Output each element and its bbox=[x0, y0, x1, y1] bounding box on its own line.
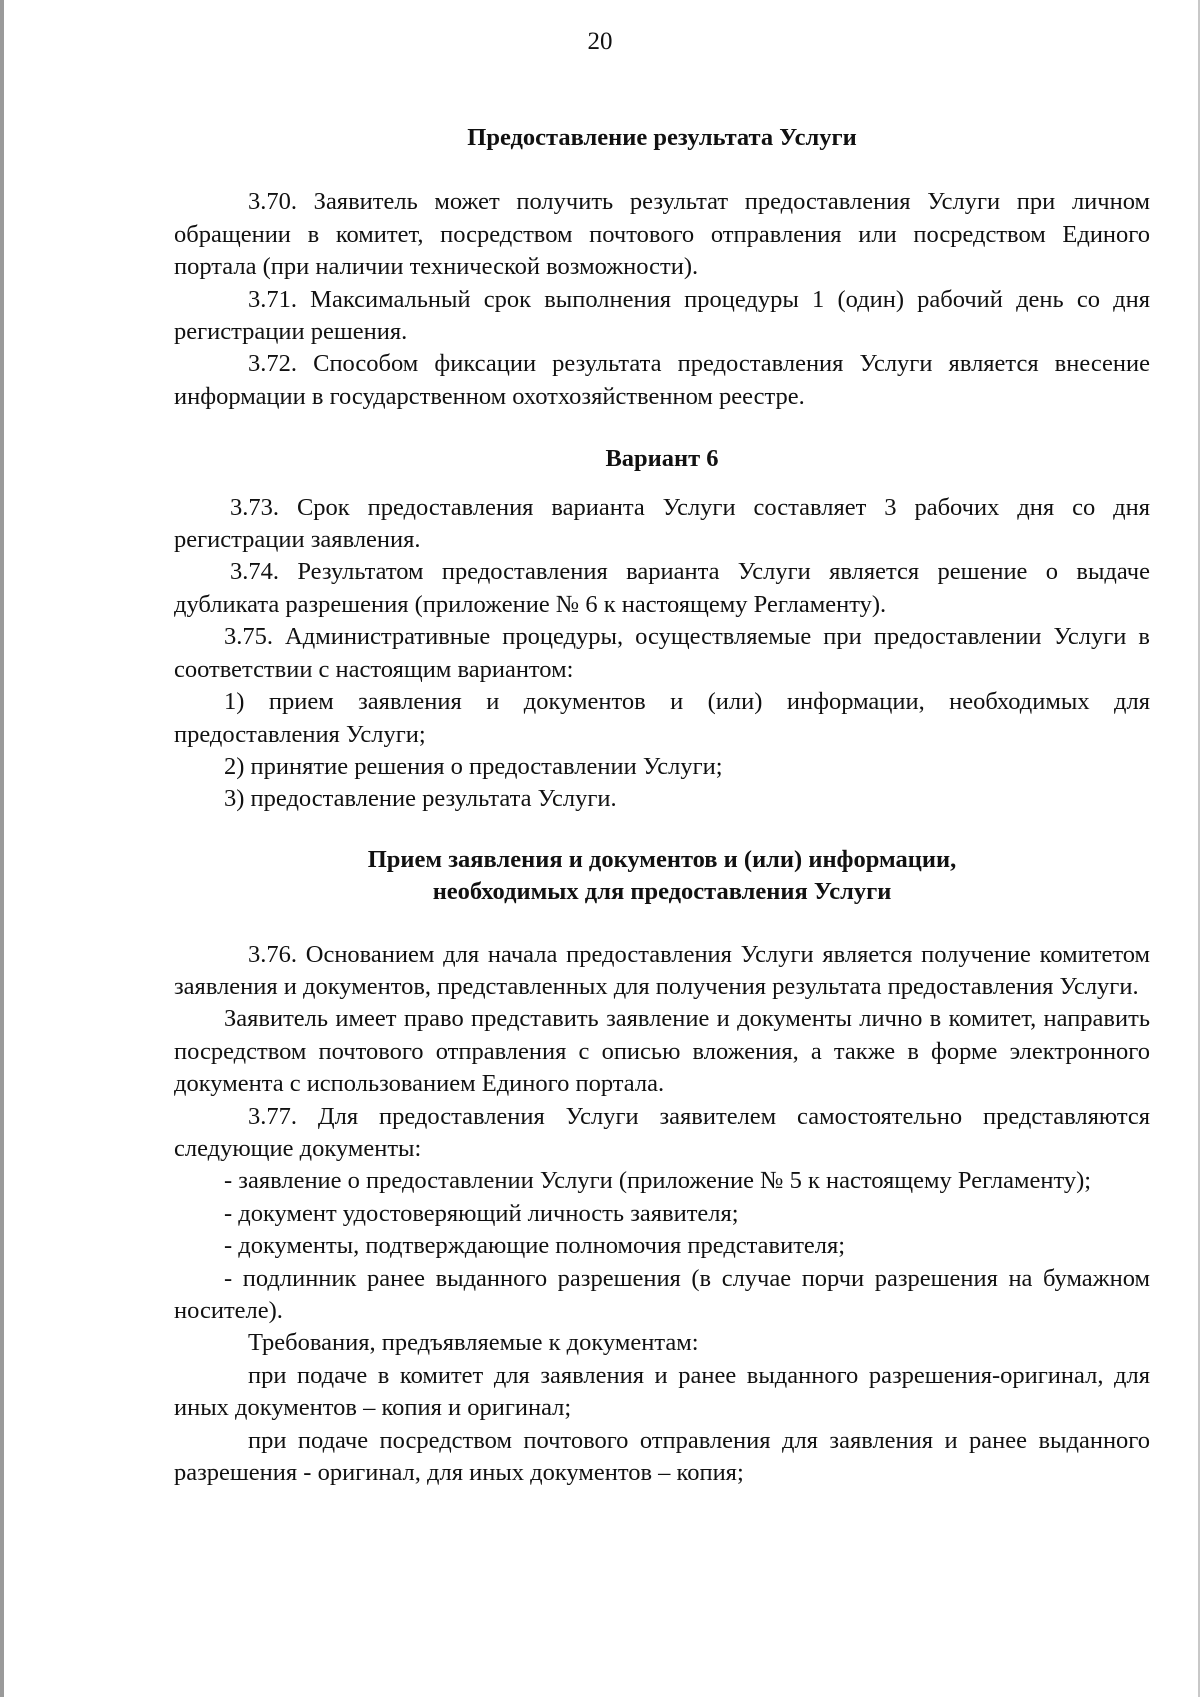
paragraph-applicant-right: Заявитель имеет право представить заявление и документы лично в комитет, направить посредством почтового отправления с описью вложения, а также в форме электронного документа с использованием Единого портала. bbox=[174, 1005, 1150, 1098]
list-item-3: 3) предоставление результата Услуги. bbox=[224, 785, 617, 813]
page-number: 20 bbox=[587, 28, 613, 55]
paragraph-3-74: 3.74. Результатом предоставления варианта Услуги является решение о выдаче дубликата разрешения (приложение № 6 к настоящему Регламенту). bbox=[174, 558, 1150, 618]
list-item-1: 1) прием заявления и документов и (или) информации, необходимых для предоставления Услуги; bbox=[174, 688, 1150, 748]
section-heading-variant-6: Вариант 6 bbox=[605, 445, 719, 473]
paragraph-3-71: 3.71. Максимальный срок выполнения процедуры 1 (один) рабочий день со дня регистрации решения. bbox=[174, 285, 1150, 346]
document-body bbox=[174, 122, 1150, 1489]
scan-edge-left bbox=[0, 0, 4, 1697]
paragraph-3-70: 3.70. Заявитель может получить результат предоставления Услуги при личном обращении в комитет, посредством почтового отправления или посредством Единого портала (при наличии технической возможности). bbox=[174, 188, 1150, 281]
paragraph-3-77: 3.77. Для предоставления Услуги заявителем самостоятельно представляются следующие документы: bbox=[174, 1102, 1150, 1162]
doc-item-authority: - документы, подтверждающие полномочия представителя; bbox=[224, 1232, 846, 1260]
doc-item-identity: - документ удостоверяющий личность заявителя; bbox=[224, 1199, 739, 1227]
paragraph-3-72: 3.72. Способом фиксации результата предоставления Услуги является внесение информации в государственном охотхозяйственном реестре. bbox=[174, 350, 1150, 410]
section-heading-result: Предоставление результата Услуги bbox=[467, 124, 857, 151]
paragraph-requirement-mail: при подаче посредством почтового отправления для заявления и ранее выданного разрешения - оригинал, для иных документов – копия; bbox=[174, 1426, 1150, 1487]
section-heading-application-line1: Прием заявления и документов и (или) информации, bbox=[367, 845, 957, 873]
doc-item-original-permit: - подлинник ранее выданного разрешения (в случае порчи разрешения на бумажном носителе). bbox=[174, 1264, 1150, 1324]
paragraph-requirement-in-person: при подаче в комитет для заявления и ранее выданного разрешения-оригинал, для иных документов – копия и оригинал; bbox=[174, 1361, 1150, 1422]
section-heading-application-line2: необходимых для предоставления Услуги bbox=[432, 878, 892, 906]
paragraph-3-75: 3.75. Административные процедуры, осуществляемые при предоставлении Услуги в соответствии с настоящим вариантом: bbox=[174, 623, 1150, 683]
paragraph-3-73: 3.73. Срок предоставления варианта Услуги составляет 3 рабочих дня со дня регистрации заявления. bbox=[174, 493, 1150, 554]
paragraph-requirements: Требования, предъявляемые к документам: bbox=[248, 1329, 699, 1357]
paragraph-3-76: 3.76. Основанием для начала предоставления Услуги является получение комитетом заявления и документов, представленных для получения результата предоставления Услуги. bbox=[174, 940, 1150, 1000]
doc-item-application: - заявление о предоставлении Услуги (приложение № 5 к настоящему Регламенту); bbox=[224, 1167, 1092, 1195]
list-item-2: 2) принятие решения о предоставлении Услуги; bbox=[224, 752, 723, 780]
